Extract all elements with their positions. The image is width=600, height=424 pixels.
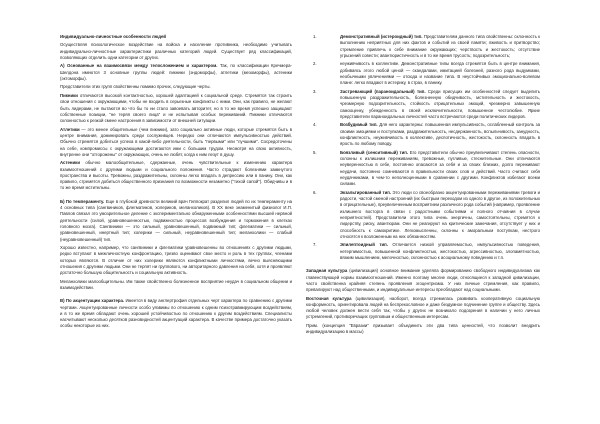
list-item: [306, 89, 540, 120]
list-item: [306, 34, 540, 59]
asten-text: обычно малообщительные, сдержанные, очень чувствительные к изменению характера взаимоотношений с другими людьми и социального положения. Часто страдают болезнями замкнутого пространства и высоты. Тревожны, раздражительны, склонны легко впадать в депрессию или в панику. Они, как правило, стремятся добиться общественного признания по возможности незаметно ("тихой сапой"). Обидчивы и в то же время мстительны.: [60, 160, 292, 191]
section-a-note: Представители этих групп свойственны помимо прочих, следующие черты.: [60, 84, 211, 90]
right-column: [306, 34, 540, 338]
list-number: 3.: [313, 88, 317, 94]
east-paragraph: [306, 296, 540, 321]
atlet-text: — это менее общительные (чем пикники), зато социально активные люди, которые стремятся быть в центре внимания, доминировать среди сослуживцев. Нередко они отличаются импульсивностью действий. Обычно стремятся добиться успеха в какой-либо деятельности, быть "первыми" или "лучшими". Сосредоточены на себе, компромиссы с окружающими достигаются ими с большим трудом. Несмотря на свою активность, внутренне они "отгорожены" от окружающих, очень не любят, когда к ним лезут в душу.: [60, 126, 292, 157]
list-number: 1.: [313, 34, 317, 39]
west-paragraph: [306, 268, 540, 293]
section-c-text: Имеется в виду англертрофия отдельных черт характера по сравнению с другими чертами. Акцентуированные личности особо уязвимы по отношению к одним психотравмирующим воздействиям, и в то же время обладают очень хорошей устойчивостью по отношению к другим воздействиям. Специалисты насчитывают несколько десятков разновидностей акцентуаций характера. В качестве примера достаточно указать особы некоторые из них.: [60, 298, 292, 329]
asten-paragraph: [60, 160, 292, 191]
list-term: Экзальтированный тип.: [340, 189, 392, 195]
east-text: (цивилизация), наоборот, всегда стремилась развивать кооперативную социальную конформность, ориентировала людей на беспрекословное и даже бездумное подчинение группе и обществу. Здесь любой человек должен вести себя так, чтобы у других не возникало подозрения в наличии у него личных устремлений, противоречащих групповым и общественным интересам.: [306, 295, 541, 320]
west-term: Западная культура: [306, 268, 348, 274]
list-term: Возбудимый тип.: [340, 122, 378, 128]
list-term: Боязливый (сенситивный) тип.: [340, 149, 409, 155]
list-item: [306, 122, 540, 147]
west-text: (цивилизация) основное внимание уделяла формированию свободного индивидуализма как главенствующей нормы взаимоотношений. Именно поэтому многие люди, относящиеся к западной цивилизации, часто свойственна крайняя степень проявления эгоцентризма. У них личные стремления, как правило, превалируют над общественными, и индивидуальные интересы преобладают над социальными.: [306, 268, 540, 293]
list-item: [306, 61, 540, 86]
atlet-paragraph: [60, 127, 292, 158]
document-title: Индивидуально-личностные особенности людей: [60, 34, 167, 39]
section-b-heading: Б) По темпераменту.: [60, 198, 105, 204]
section-b: [60, 199, 292, 243]
list-term: Застревающий (параноидальный) тип.: [340, 88, 426, 94]
atlet-term: Атлетики: [60, 126, 80, 132]
list-number: 5.: [313, 149, 317, 155]
list-text: неуживчивость в коллективе. Демонстративные типы всегда стремятся быть в центре внимания, добиваясь этого любой ценой — скандалами, имитацией болезней, разного рода выдумками, необычными увлечениями — отсюда и название типа. В неустойчивых эмоционально-волевом плане: легко впадают в истерику, в страх, в панику.: [340, 61, 540, 86]
section-a: [60, 63, 292, 82]
list-text: Представителям данного типа свойственны: склонность к выполнению неприятных для них фактов и событий из своей памяти; лживость и притворство; стремление привлечь к себе внимание окружающих; черствость и жестокость; отсутствие угрызений совести; авантюристичность и в то же время трусость; подозрительность;: [340, 34, 540, 58]
list-item: [306, 190, 540, 240]
list-text: Среди присущих им особенностей следует выделить повышенную раздражительность, болезненную обидчивость, мстительность и жестокость, чрезмерную подозрительность, стойкость отрицательных эмоций, чрезмерно завышенную самооценку, убежденность в своей исключительности, повышенное честолюбие. Яркие представители параноидальных личностей часто встречаются среди политических лидеров.: [340, 88, 540, 119]
piknik-term: Пикники: [60, 92, 78, 98]
east-term: Восточная культура: [306, 295, 352, 301]
section-c: [60, 298, 292, 329]
piknik-text: отличаются высокой контактностью, хорошей адаптацией к социальной среде. Стремятся так строить свои отношения с окружающими, чтобы не входить в серьезные конфликты с ними. Они, как правило, не желают быть лидерами, не пытаются во что бы то ни стало завоевать авторитет, но в то же время успешно защищают собственные позиции, "не теряя своего лица" и не испытывая особых переживаний. Пикники отличаются склонностью к резкой смене настроения в зависимости от внешней ситуации.: [60, 92, 292, 124]
list-number: 7.: [313, 242, 317, 248]
list-item: [306, 242, 540, 261]
list-text: Отличается низкой управляемостью, импульсивностью поведения, нетерпимостью, повышенной конфликтностью, жестокостью, агрессивностью, злопамятностью, вязким мышлением, мелочностью, склонностью к асоциальному поведению и т.п.: [340, 242, 540, 260]
list-text: Его представители обычно преувеличивают степень опасности, склонны к излишним переживаниям, тревожные, пугливые, стеснительные. Они отличаются неуверенностью в себе, постоянно опасаются за себя и за своих близких, долго переживают неудачи, постоянно сомневаются в правильности своих слов и действий. Часто считают себя неудачниками, в чем-то неполноценными в сравнении с другими. Конфликтов избегают всеми силами.: [340, 149, 540, 187]
section-b-text2: Хорошо известно, например, что сангвиники и флегматики уравновешенны во отношениях с другими людьми, редко вступают в межличностную конфронтацию, трезво оценивают свое место и роль в тех группах, членами которых являются. В отличие от них холерики являются конфликтными личностями, вечно выясняющими отношения с другими людьми. Они не терпят ни группового, ни авторитарного давления на себя, хотя и проявляют достаточно большую общительность и социальную активность.: [60, 245, 292, 276]
list-text: Это люди со своеобразно акцентуированными переживаниями тревоги и радости, частой сменой настроений (их быстрым переходом из одного в другое, из положительных в отрицательные), преувеличенным восприятием различного рода событий (например, проявление излишнего восторга в связи с радостными событиями и полного отчаяния в случае неприятностей). Представители этого типа очень энергичны, самостоятельны, стремятся к лидерству, риску, авантюрам. Они не реагируют на критические замечания, отсутствует у них и способность к самокритике. Легкомысленны, склонны к аморальным поступкам, нестрого относятся к возложенным на них обязанностям.: [340, 189, 540, 239]
list-number: 6.: [313, 189, 317, 195]
section-a-heading: А) Основанные на взаимосвязи между телосложением и характером.: [60, 63, 218, 69]
list-number: 4.: [313, 122, 317, 128]
list-text: Для него характерны: повышенная импульсивность, ослабленный контроль за своими эмоциями и поступками, раздражительность, несдержанность, вспыльчивость, занудность, конфликтность, неуживчивость в коллективе, деспотичность, жестокость, склонность впадать в ярость по любому поводу.: [340, 122, 541, 147]
left-column: [60, 34, 292, 332]
intro-paragraph: Осуществляя психологическое воздействие на войска и население противника, необходимо учитывать индивидуально-личностные характеристики различных категорий людей. Существует ряд классификаций, позволяющих отделить одни категории от других.: [60, 42, 292, 60]
note-paragraph: Прим. (концепция "Евразии" призывает объединить эти два типа ценностей, что позволит внедрить индивидуализацию в массы): [306, 322, 540, 335]
piknik-paragraph: [60, 93, 292, 124]
section-b-text3: Меланхолики малообщительны. Им также свойственно болезненное восприятие неудач в социальном общении и взаимодействии.: [60, 278, 292, 290]
accentuation-list: [306, 34, 540, 261]
asten-term: Астеники: [60, 160, 80, 166]
section-c-heading: В) По акцентуации характера.: [60, 298, 125, 304]
list-term: Эпилептоидный тип.: [340, 242, 388, 248]
list-number: 2.: [313, 61, 317, 67]
list-item: [306, 150, 540, 188]
list-term: Демонстративный (истероидный) тип.: [340, 34, 423, 39]
section-a-text: Так, по классификации Кречмера-Шелдона имеются 3 основные группы людей: пикники (эндоморфы), атлетики (мезоморфы), астеники (эктоморфы).: [60, 63, 292, 81]
section-b-text: Еще в глубокой древности великий врач Гиппократ разделил людей по их темпераменту на 4 основных типа (сангвиников, флегматиков, холериков, меланхоликов). В XX веке знаменитый физиолог И.П. Павлов связал это умозрительное деление с экспериментально обнаруженными особенностями высшей нервной деятельности (силой, уравновешенностью, подвижностью процессов возбуждения и торможения в клетках головного мозга). Сангвиники — это сильный, уравновешенный, подвижный тип; флегматики — сильный, уравновешенный, инертный тип; холерики — сильный, неуравновешенный тип; меланхолики — слабый (неуравновешенный) тип.: [60, 198, 292, 242]
